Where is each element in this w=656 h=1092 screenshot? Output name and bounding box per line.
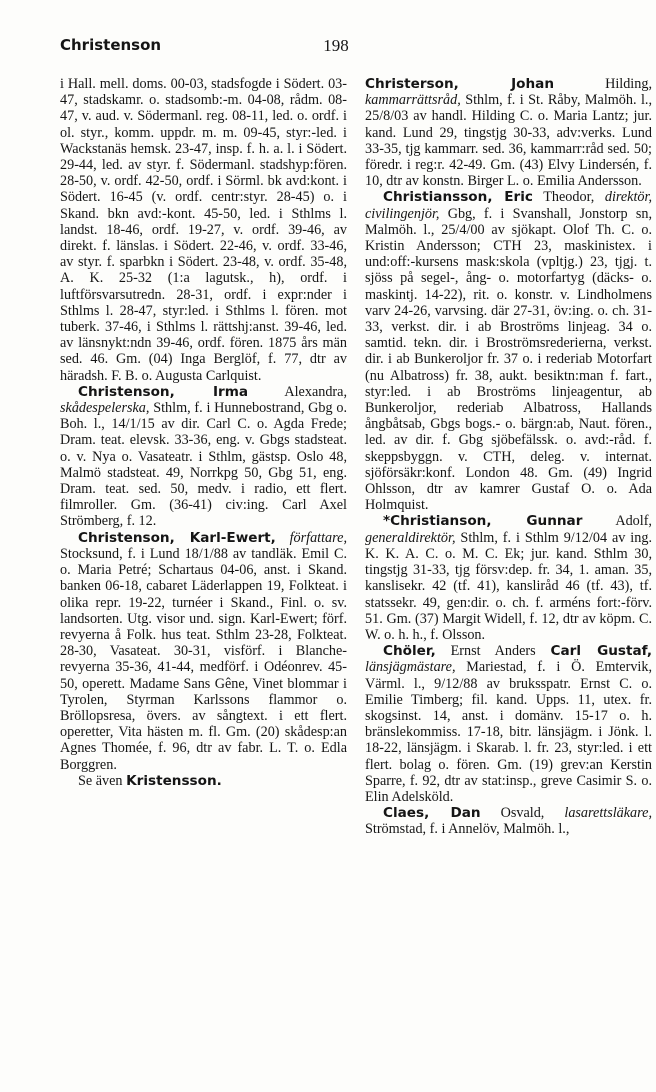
entry-gunnar-christianson (365, 513, 652, 643)
entry-text: Sthlm, f. i St. Råby, Malmöh. l., 25/8/03 av handl. Hilding C. o. Maria Lantz; jur. kand. Lund 29, tingstjg 30-33, adv:verks. Lund 33-35, tjg kammarr. sed. 36, kammarr:råd sed. 50; föredr. i reg:r. 42-49. Gm. (43) Elvy Lindersén, f. 10, dtr av konstn. Birger L. o. Emilia Andersson. (365, 92, 652, 190)
entry-title: direktör, civilingenjör, (365, 189, 652, 222)
entry-eric-christiansson (365, 189, 652, 513)
entry-irma-christenson (60, 384, 347, 530)
entry-carl-gustaf-choler (365, 643, 652, 805)
entry-given-names: Theodor, (532, 189, 595, 206)
running-head: Christenson (60, 36, 162, 54)
see-also-reference: Kristensson. (126, 772, 222, 789)
entry-title: skådespelerska, (60, 400, 150, 417)
entry-text: Stocksund, f. i Lund 18/1/88 av tandläk. Emil C. o. Maria Petré; Schartaus 04-06, anst. i Skand. banken 06-18, cabaret Läderlappen 19, Folkteat. i olika repr. 19-22, turnéer i Skand., Finl. o. sv. landsorten. Utg. visor und. sign. Karl-Ewert; förf. revyerna å Folk. hus teat. Sthlm 23-28, Folkteat. 28-30, Vasateat. 30-31, visförf. i Blanche-revyerna 35-36, 41-44, medförf. i Odéonrev. 45-50, operett. Madame Sans Gêne, Vinet blommar i Tyrolen, Styrman Karlssons flammor o. Bröllopsresa, övers. av sångtext. i ett flert. operetter, Vita hästen m. fl. Gm. (20) skådesp:an Agnes Thomée, f. 96, dtr av fabr. L. T. o. Edla Borggren. (60, 545, 347, 773)
entry-name: Christiansson, Eric (383, 189, 533, 206)
entry-title: generaldirektör, (365, 529, 456, 546)
page-number: 198 (323, 36, 349, 55)
entry-name: Chöler, (383, 643, 436, 660)
entry-name: Christerson, Johan (365, 76, 554, 92)
right-column (365, 76, 652, 838)
entry-title: författare, (289, 529, 347, 546)
entry-text: Gbg, f. i Svanshall, Jonstorp sn, Malmöh. l., 25/4/00 av sjökapt. Olof Th. C. o. Kristin Andersson; CTH 23, maskinistex. i und:off:-kursens mask:skola (vpltjg.) 23, tjgj. t. sjöss på segel-, ång- o. motorfartyg (däcks- o. maskintj. 14-22), rit. o. konstr. v. Lindholmens varv 24-26, varvsing. där 27-31, öv:ing. o. ch. 31-33, verkst. dir. i ab Broströms linjeag. 34 o. samtid. tekn. dir. i Broströmsrederierna, verkst. dir. i ab Bunkeroljor fr. 37 o. i rederiab Motorfart (nu Albatross) fr. 38, aukt. besiktn:man f. fart., styr:led. i ab Broströms linjeagentur, ab Bunkeroljor, rederiab Albatross, Hallands ångbåtsab, Gbgs bogs.- o. bärgn:ab, Naut. fören., led. av dir. f. Gbg sjöbefälssk. o. avd:-råd. f. skeppsbyggn. v. CTH, deleg. v. internat. sjöförsäkr:konf. London 48. Gm. (49) Ingrid Ohlsson, dtr av kamrer Gustaf O. o. Ada Holmquist. (365, 205, 652, 514)
entry-given-names: Alexandra, (248, 383, 347, 400)
entry-name: Christenson, Irma (78, 383, 249, 400)
entry-text: Sthlm, f. i Sthlm 9/12/04 av ing. K. K. A. C. o. M. C. Ek; jur. kand. Sthlm 30, tingstjg 31-33, tjg försv:dep. fr. 34, 1. aman. 35, kanslisekr. 42 (tf. 41), kanslіråd 46 (tf. 43), tf. statssekr. 49, gen:dir. o. ch. f. arméns fort:-förv. 51. Gm. (37) Margit Widell, f. 12, dtr av köpm. C. W. o. h. h., f. Olsson. (365, 529, 652, 643)
see-also (60, 773, 347, 789)
entry-text: Strömstad, f. i Annelöv, Malmöh. l., (365, 821, 570, 838)
entry-name: *Christianson, Gunnar (383, 513, 583, 530)
entry-given-names: Osvald, (480, 805, 545, 822)
see-also-text: Se även (78, 772, 127, 789)
entry-continuation: i Hall. mell. doms. 00-03, stadsfogde i Södert. 03-47, stadskamr. o. stadsomb:-m. 04-08, rådm. 08-47, v. aud. v. Södermanl. reg. 08-11, led. o. ordf. i ol. styr., komm. uppdr. m. m. 09-45, styr:-led. i Wackstanäs hemsk. 23-47, insp. f. h. a. l. i Södert. 29-44, led. av styr. f. Södermanl. stadshyp:fören. 28-50, v. ordf. 42-50, ordf. i Sörml. bk avd:kont. i Södert. 16-45 (v. ordf. centr:styr. 28-45) o. i Skand. bkn avd:-kont. 45-50, led. i Sthlms l. landst. 18-46, ordf. 19-27, v. ordf. 39-46, av direkt. f. länslas. i Södert. 22-46, v. ordf. 33-46, av styr. f. sparbkn i Södert. 23-48, v. ordf. 35-48, A. K. 25-32 (1:a lagutsk., h), ordf. i luftförsvarsutredn. 28-31, ordf. i expr:nder i Sthlms l. 28-47, styr:led. i Sthlms l. fören. mot tuberk. 37-46, i Sthlms l. rättshj:anst. 39-46, led. av länsnykt:ndn 39-46, ordf. fören. 1875 års män sed. 46. Gm. (04) Inga Berglöf, f. 77, dtr av häradsh. F. B. o. Augusta Carlquist. (60, 76, 347, 384)
left-column (60, 76, 347, 789)
entry-dan-claes (365, 805, 652, 837)
entry-text: Mariestad, f. i Ö. Emtervik, Värml. l., 9/12/88 av bruksspatr. Ernst C. o. Emilie Timberg; fil. kand. Upps. 11, utex. fr. skogsinst. 14, anst. i domänv. 15-17 o. h. bränslekommiss. 17-18, bitr. länsjägm. i Jönk. l. 18-22, länsjägm. i Skarab. l. fr. 23, styr:led. i ett flert. bolag o. fören. Gm. (19) grev:an Kerstin Sparre, f. 92, dtr av stat:insp., greve Casimir S. o. Elin Adelsköld. (365, 659, 652, 805)
page-header (60, 36, 612, 62)
entry-title: länsjägmästare, (365, 659, 456, 676)
entry-title: lasarettsläkare, (564, 805, 652, 822)
entry-karl-ewert-christenson (60, 530, 347, 773)
entry-name-secondary: Carl Gustaf, (550, 643, 652, 660)
entry-johan-christerson (365, 76, 652, 189)
entry-text: Sthlm, f. i Hunnebostrand, Gbg o. Boh. l., 14/1/15 av dir. Carl C. o. Agda Frede; Dram. teat. elevsk. 33-36, eng. v. Gbgs stadsteat. o. v. Nya o. Vasateatr. i Sthlm, gästsp. Oslo 48, Malmö stadsteat. 49, Norrkpg 50, Gbg 51, eng. Dram. teat. sed. 50, medv. i radio, ett flert. filmroller. Gm. (36-41) civ:ing. Carl Axel Strömberg, f. 12. (60, 400, 347, 530)
entry-given-names: Adolf, (582, 513, 652, 530)
entry-given-names: Ernst Anders (435, 643, 551, 660)
entry-name: Christenson, Karl-Ewert, (78, 529, 276, 546)
entry-title: kammarrättsråd, (365, 92, 461, 109)
entry-given-names: Hilding, (554, 76, 652, 92)
entry-name: Claes, Dan (383, 805, 481, 822)
